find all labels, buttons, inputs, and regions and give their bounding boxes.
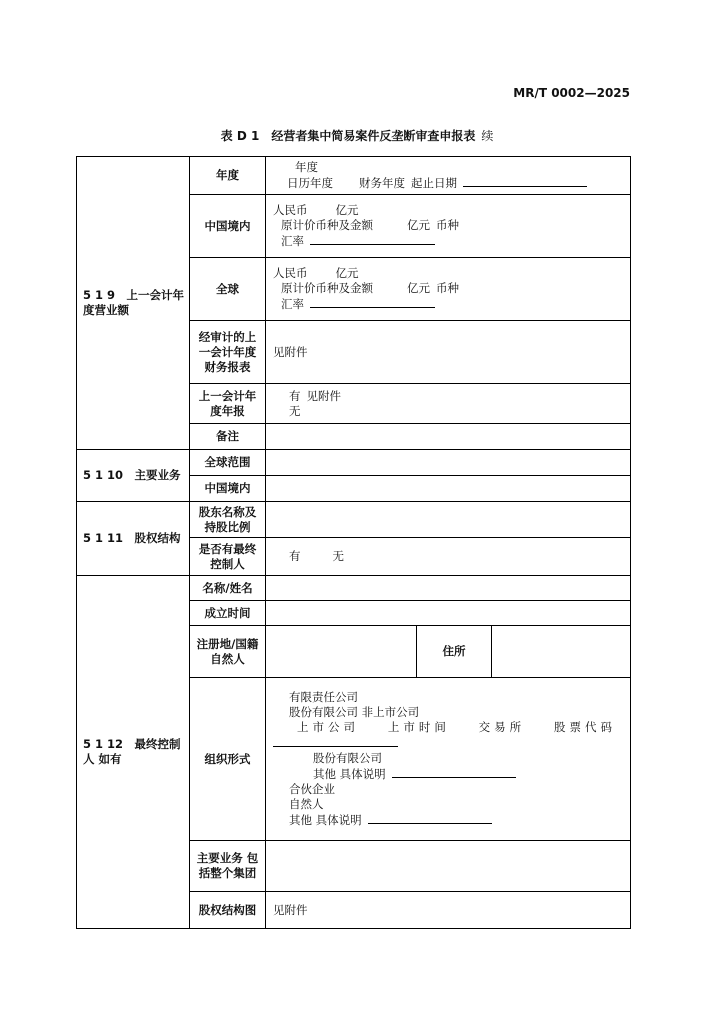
business-global-label: 全球范围 — [190, 450, 266, 476]
org-option-partnership[interactable]: 合伙企业 — [289, 782, 335, 796]
other-option-2[interactable]: 其他 具体说明 — [289, 813, 362, 827]
has-controller-label: 是否有最终控制人 — [190, 538, 266, 576]
other-option-1[interactable]: 其他 具体说明 — [313, 767, 386, 781]
original-currency-label: 原计价币种及金额 — [281, 281, 373, 295]
annual-report-label: 上一会计年度年报 — [190, 384, 266, 424]
section-5111-label: 5 1 11 股权结构 — [77, 502, 190, 576]
domestic-value — [266, 195, 631, 258]
section-5112-label: 5 1 12 最终控制人 如有 — [77, 576, 190, 929]
currency-label: 币种 — [436, 218, 459, 232]
currency-label: 币种 — [436, 281, 459, 295]
continued-mark: 续 — [481, 129, 494, 143]
rmb-label: 人民币 — [273, 203, 308, 217]
controller-business-field[interactable] — [266, 841, 631, 892]
exchange-label: 交易所 — [478, 720, 526, 734]
annual-report-option-yes[interactable]: 有 见附件 — [289, 388, 341, 403]
exchange-rate-field[interactable] — [310, 233, 435, 245]
global-line-3 — [273, 296, 630, 312]
year-value — [266, 157, 631, 195]
annual-report-value — [266, 384, 631, 424]
section-519-label: 5 1 9 上一会计年度营业额 — [77, 157, 190, 450]
other-spec-field-1[interactable] — [392, 766, 516, 778]
residence-field[interactable] — [492, 626, 631, 678]
global-line-1 — [273, 266, 630, 281]
listed-company-option[interactable]: 上市公司 — [297, 720, 359, 734]
org-option-natural-person[interactable]: 自然人 — [289, 797, 324, 811]
row-year — [77, 157, 631, 195]
equity-chart-value: 见附件 — [266, 892, 631, 929]
period-label: 起止日期 — [411, 176, 457, 190]
global-line-2 — [273, 281, 630, 296]
shareholders-field[interactable] — [266, 502, 631, 538]
global-value — [266, 258, 631, 321]
original-currency-label: 原计价币种及金额 — [281, 218, 373, 232]
annual-report-option-no[interactable]: 无 — [289, 403, 301, 418]
audited-report-label: 经审计的上一会计年度财务报表 — [190, 321, 266, 384]
unit-label: 亿元 — [335, 203, 359, 217]
declaration-form-table — [76, 156, 631, 929]
org-listed-line — [273, 720, 630, 735]
row-shareholders — [77, 502, 631, 538]
founded-field[interactable] — [266, 601, 631, 626]
equity-chart-label: 股权结构图 — [190, 892, 266, 929]
registry-field[interactable] — [266, 626, 417, 678]
registry-label: 注册地/国籍 自然人 — [190, 626, 266, 678]
year-line-2 — [273, 175, 630, 191]
controller-option-yes[interactable]: 有 — [289, 549, 301, 563]
business-domestic-field[interactable] — [266, 476, 631, 502]
listing-date-label: 上市时间 — [387, 720, 450, 734]
controller-name-label: 名称/姓名 — [190, 576, 266, 601]
notes-field[interactable] — [266, 424, 631, 450]
row-business-global — [77, 450, 631, 476]
has-controller-value — [266, 538, 631, 576]
org-option-llc[interactable]: 有限责任公司 — [289, 690, 358, 704]
domestic-label: 中国境内 — [190, 195, 266, 258]
domestic-line-2 — [273, 218, 630, 233]
other-spec-field-2[interactable] — [368, 812, 492, 824]
year-label: 年度 — [190, 157, 266, 195]
section-5110-label: 5 1 10 主要业务 — [77, 450, 190, 502]
notes-label: 备注 — [190, 424, 266, 450]
year-line-1: 年度 — [295, 160, 318, 174]
business-global-field[interactable] — [266, 450, 631, 476]
unit-label: 亿元 — [335, 266, 359, 280]
exchange-rate-label: 汇率 — [281, 297, 304, 311]
residence-label: 住所 — [417, 626, 492, 678]
org-form-label: 组织形式 — [190, 678, 266, 841]
row-controller-name — [77, 576, 631, 601]
org-option-other-1 — [273, 766, 630, 782]
period-field[interactable] — [463, 175, 587, 187]
stock-code-label: 股票代码 — [553, 720, 616, 734]
domestic-line-1 — [273, 203, 630, 218]
controller-name-field[interactable] — [266, 576, 631, 601]
listed-info-field-line — [273, 735, 630, 751]
org-option-unlisted[interactable]: 股份有限公司 非上市公司 — [289, 705, 420, 719]
unit-label: 亿元 — [407, 281, 430, 295]
unit-label: 亿元 — [407, 218, 430, 232]
table-title — [0, 127, 714, 144]
document-code: MR/T 0002—2025 — [513, 86, 630, 100]
audited-report-value: 见附件 — [266, 321, 631, 384]
org-form-value — [266, 678, 631, 841]
org-option-other-2 — [273, 812, 630, 828]
rmb-label: 人民币 — [273, 266, 308, 280]
controller-option-no[interactable]: 无 — [332, 549, 344, 563]
controller-business-label: 主要业务 包括整个集团 — [190, 841, 266, 892]
domestic-line-3 — [273, 233, 630, 249]
listed-info-field[interactable] — [273, 735, 398, 747]
shareholders-label: 股东名称及持股比例 — [190, 502, 266, 538]
global-label: 全球 — [190, 258, 266, 321]
business-domestic-label: 中国境内 — [190, 476, 266, 502]
table-title-text: 表 D 1 经营者集中简易案件反垄断审查申报表 — [220, 129, 476, 143]
fiscal-year-option[interactable]: 财务年度 — [359, 176, 405, 190]
calendar-year-option[interactable]: 日历年度 — [287, 176, 333, 190]
exchange-rate-field[interactable] — [310, 296, 435, 308]
exchange-rate-label: 汇率 — [281, 234, 304, 248]
org-option-joint-stock[interactable]: 股份有限公司 — [313, 751, 382, 765]
founded-label: 成立时间 — [190, 601, 266, 626]
